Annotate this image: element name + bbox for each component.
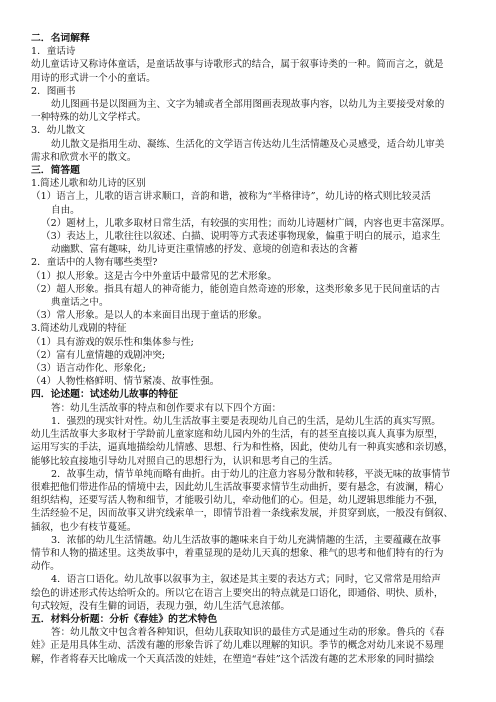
text-line: 4．语言口语化。幼儿故事以叙事为主，叙述是其主要的表达方式；同时，它又常常是用给声	[51, 574, 441, 586]
text-line: （4）人物性格鲜明、情节紧凑、故事性强。	[31, 376, 220, 388]
text-line: 幼儿童话诗又称诗体童话，是童话故事与诗歌形式的结合，属于叙事诗类的一种。简而言之，就是	[31, 59, 444, 71]
text-line: （3）语言动作化、形象化;	[31, 363, 146, 375]
text-line: 1．童话诗	[31, 46, 76, 58]
text-line: （2）富有儿童情趣的戏剧冲突;	[31, 349, 166, 361]
text-line: 答：幼儿生活故事的特点和创作要求有以下四个方面：	[51, 402, 282, 414]
text-line: 3．浓郁的幼儿生活情趣。幼儿生活故事的趣味来自于幼儿充满情趣的生活，主要蕴藏在故事	[51, 534, 441, 546]
text-line: 运用写实的手法，逼真地描绘幼儿情感、思想、行为和性格，因此，使幼儿有一种真实感和亲切感，	[31, 442, 454, 454]
text-line: （2）超人形象。指具有超人的神奇能力，能创造自然奇迹的形象，这类形象多见于民间童话的古	[31, 283, 441, 295]
text-line: 情节和人物的描述里。这类故事中，着重显现的是幼儿天真的想象、稚气的思考和他们特有的行为	[31, 547, 444, 559]
section-heading: 二．名词解释	[31, 33, 90, 44]
document-page	[31, 32, 467, 666]
text-line: （3）常人形象。是以人的本来面目出现于童话的形象。	[31, 310, 268, 322]
text-line: 2．图画书	[31, 85, 76, 97]
text-line: 娃》正是用具体生动、活泼有趣的形象告诉了幼儿难以理解的知识。季节的概念对幼儿来说不易理	[31, 640, 444, 652]
text-line: 答：幼儿散文中包含着各种知识，但幼儿获取知识的最佳方式是通过生动的形象。鲁兵的《春	[51, 627, 445, 639]
text-line: 动幽默、富有趣味，幼儿诗更注重情感的抒发、意境的创造和表达的含蓄	[51, 244, 358, 256]
text-line: 典童话之中。	[51, 297, 109, 309]
section-heading: 五．材料分析题：分析《春娃》的艺术特色	[31, 613, 218, 625]
text-line: 插叙，也少有枝节蔓延。	[31, 521, 137, 533]
text-line: 解，作者将春天比喻成一个天真活泼的娃娃，在塑造“春娃”这个活泼有趣的艺术形象的同时描绘	[31, 653, 435, 665]
section-heading: 四．论述题：试述幼儿故事的特征	[31, 389, 178, 401]
text-line: 生活经验不足，因而故事又讲究线索单一，即情节沿着一条线索发展，并贯穿到底，一般没有倒叙、	[31, 508, 454, 520]
text-line: 能够比较直接地引导幼儿对照自己的思想行为，认识和思考自己的生活。	[31, 455, 338, 467]
text-line: （1）拟人形象。这是古今中外童话中最常见的艺术形象。	[31, 270, 277, 282]
text-line: 动作。	[31, 561, 60, 573]
text-line: 句式较短，没有生僻的词语，表现力强，幼儿生活气息浓郁。	[31, 600, 291, 612]
text-line: （2）题材上，儿歌多取材日常生活，有较强的实用性；而幼儿诗题材广阔，内容也更丰富深厚。	[41, 217, 451, 229]
text-line: 一种特殊的幼儿文学样式。	[31, 112, 147, 124]
text-line: 1.简述儿歌和幼儿诗的区别	[31, 178, 146, 190]
text-line: （1）语言上，儿歌的语言讲求顺口，音韵和谐，被称为“半格律诗”，幼儿诗的格式则比较灵活	[31, 191, 431, 203]
text-line: 1．强烈的现实针对性。幼儿生活故事主要是表现幼儿自己的生活，是幼儿生活的真实写照。	[51, 415, 441, 427]
text-line: 绘色的讲述形式传达给听众的。所以它在语言上要突出的特点就是口语化，即通俗、明快、质朴，	[31, 587, 444, 599]
text-line: 3．幼儿散文	[31, 125, 86, 137]
text-line: 很难把他们带进作品的情境中去，因此幼儿生活故事要求情节生动曲折，要有悬念，有波澜，精心	[31, 481, 444, 493]
section-heading: 三．简答题	[31, 165, 80, 177]
text-line: 需求和欣赏水平的散文。	[31, 151, 137, 163]
text-line: 2．故事生动，情节单纯而略有曲折。由于幼儿的注意力容易分散和转移，平淡无味的故事情节	[51, 468, 451, 480]
text-line: 自由。	[51, 204, 80, 216]
text-line: 幼儿散文是指用生动、凝练、生活化的文学语言传达幼儿生活情趣及心灵感受，适合幼儿审美	[51, 138, 445, 150]
text-line: 2．童话中的人物有哪些类型?	[31, 257, 158, 269]
text-line: （3）表达上，儿歌往往以叙述、白描、说明等方式表述事物现象，偏重于明白的展示，追求生	[41, 231, 441, 243]
text-line: 幼儿图画书是以图画为主、文字为辅或者全部用图画表现故事内容，以幼儿为主要接受对象的	[51, 99, 445, 111]
text-line: 用诗的形式讲一个小的童话。	[31, 72, 156, 84]
text-line: 3.简述幼儿戏剧的特征	[31, 323, 127, 335]
text-line: 幼儿生活故事大多取材于学龄前儿童家庭和幼儿园内外的生活，有的甚至直接以真人真事为原型，	[31, 429, 444, 441]
text-line: 组织结构，还要写活人物和细节，才能吸引幼儿，牵动他们的心。但是，幼儿逻辑思维能力不强，	[31, 495, 444, 507]
text-line: （1）具有游戏的娱乐性和集体参与性;	[31, 336, 194, 348]
